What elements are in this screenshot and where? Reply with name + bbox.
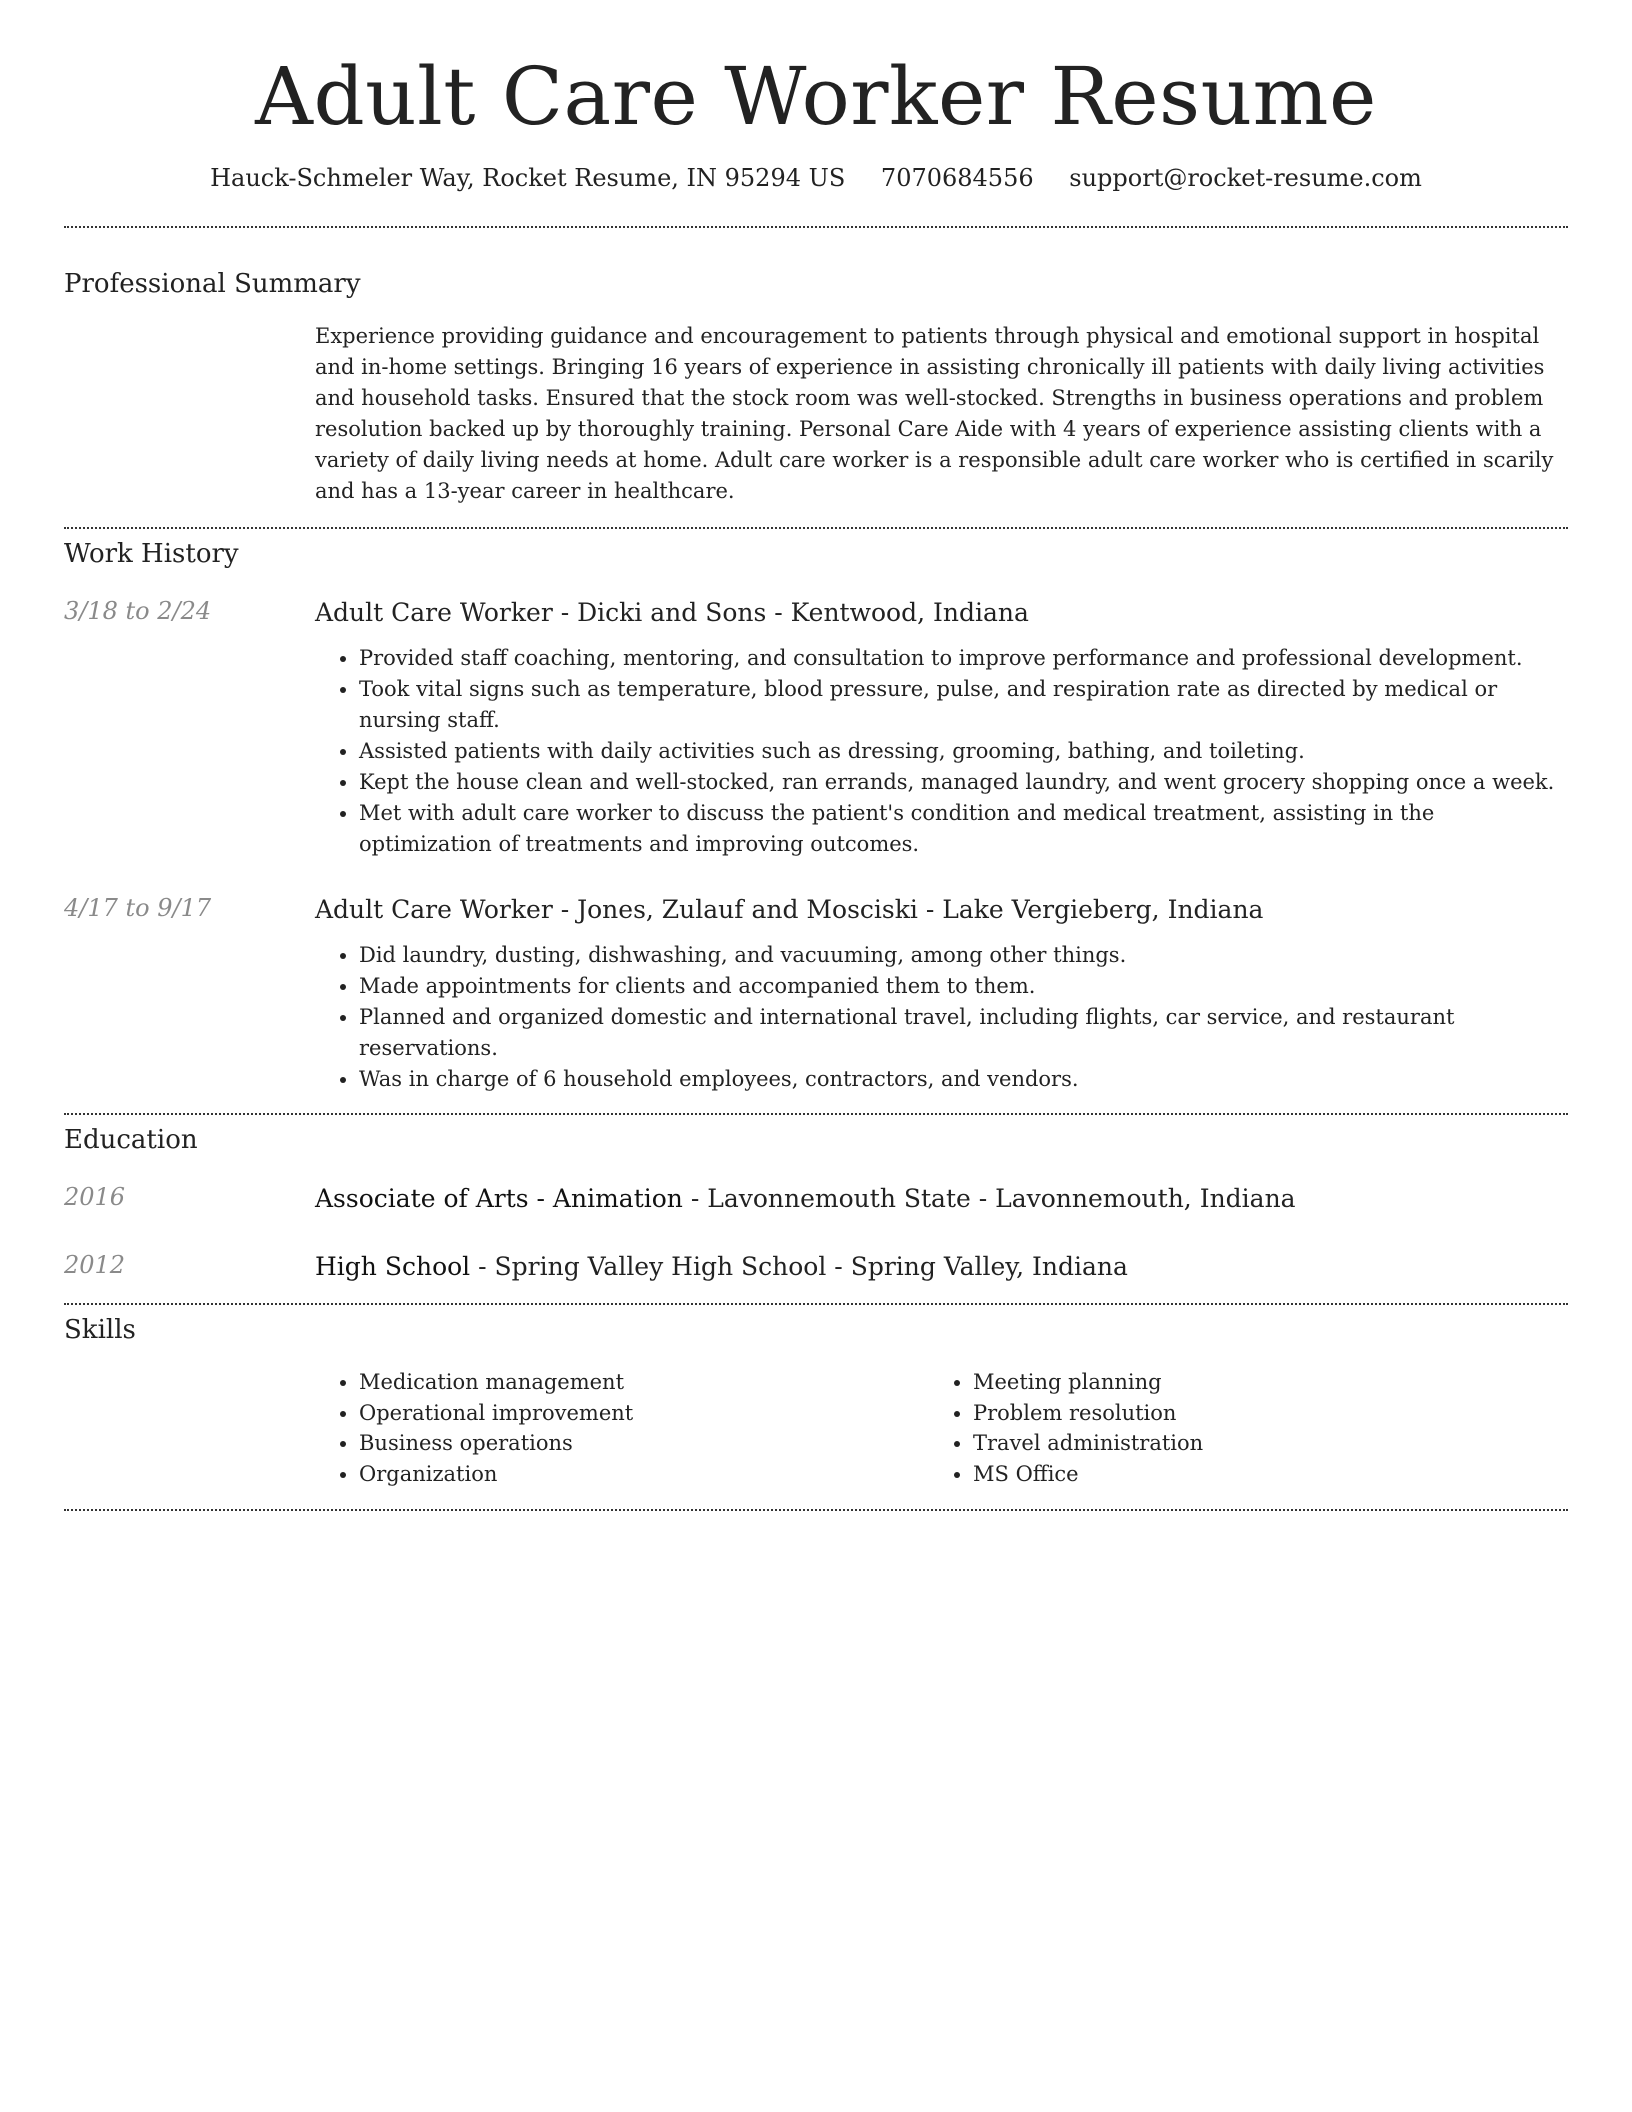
contact-line <box>64 164 1568 192</box>
job-dates: 4/17 to 9/17 <box>64 894 212 922</box>
divider <box>64 1303 1568 1305</box>
phone: 7070684556 <box>880 164 1034 192</box>
list-item: • Business operations <box>359 1428 929 1459</box>
divider <box>64 226 1568 228</box>
address: Hauck-Schmeler Way, Rocket Resume, IN 95294 US <box>210 164 846 192</box>
divider <box>64 1113 1568 1115</box>
education-school: - Spring Valley High School - Spring Valley, Indiana <box>470 1252 1128 1281</box>
list-item: • Did laundry, dusting, dishwashing, and vacuuming, among other things. <box>359 940 1568 971</box>
section-heading-skills: Skills <box>64 1315 136 1345</box>
section-heading-work: Work History <box>64 539 239 569</box>
list-item: • Provided staff coaching, mentoring, and consultation to improve performance and professional development. <box>359 643 1568 674</box>
job-title: Adult Care Worker - Jones, Zulauf and Mosciski - Lake Vergieberg, Indiana <box>315 895 1264 924</box>
list-item: • Meeting planning <box>973 1367 1543 1398</box>
list-item: • Problem resolution <box>973 1398 1543 1429</box>
list-item: • Assisted patients with daily activities such as dressing, grooming, bathing, and toileting. <box>359 736 1568 767</box>
list-item: • Kept the house clean and well-stocked, ran errands, managed laundry, and went grocery shopping once a week. <box>359 767 1568 798</box>
job-entry <box>64 894 1568 1095</box>
education-entry <box>64 1251 1568 1283</box>
section-heading-education: Education <box>64 1125 198 1155</box>
education-degree: High School <box>315 1252 471 1281</box>
page-title: Adult Care Worker Resume <box>255 50 1377 143</box>
list-item: • Made appointments for clients and accompanied them to them. <box>359 971 1568 1002</box>
education-school: - Lavonnemouth State - Lavonnemouth, Indiana <box>682 1184 1296 1213</box>
education-year: 2012 <box>64 1251 126 1279</box>
education-year: 2016 <box>64 1183 126 1211</box>
list-item: • Met with adult care worker to discuss the patient's condition and medical treatment, assisting in the optimization of treatments and improving outcomes. <box>359 798 1568 860</box>
skills-column <box>315 1367 929 1489</box>
job-entry <box>64 597 1568 860</box>
list-item: • Organization <box>359 1459 929 1490</box>
section-heading-summary: Professional Summary <box>64 269 361 299</box>
list-item: • MS Office <box>973 1459 1543 1490</box>
divider <box>64 527 1568 529</box>
education-degree: Associate of Arts - Animation <box>315 1184 683 1213</box>
divider <box>64 1509 1568 1511</box>
list-item: • Took vital signs such as temperature, blood pressure, pulse, and respiration rate as directed by medical or nursing staff. <box>359 674 1568 736</box>
education-entry <box>64 1183 1568 1215</box>
job-title: Adult Care Worker - Dicki and Sons - Kentwood, Indiana <box>315 598 1029 627</box>
list-item: • Medication management <box>359 1367 929 1398</box>
email: support@rocket-resume.com <box>1069 164 1422 192</box>
summary-text: Experience providing guidance and encouragement to patients through physical and emotional support in hospital and in-home settings. Bringing 16 years of experience in assisting chronically ill patients with daily living activities and household tasks. Ensured that the stock room was well-stocked. Strengths in business operations and problem resolution backed up by thoroughly training. Personal Care Aide with 4 years of experience assisting clients with a variety of daily living needs at home. Adult care worker is a responsible adult care worker who is certified in scarily and has a 13-year career in healthcare. <box>315 324 1554 503</box>
list-item: • Operational improvement <box>359 1398 929 1429</box>
job-dates: 3/18 to 2/24 <box>64 597 212 625</box>
list-item: • Planned and organized domestic and international travel, including flights, car service, and restaurant reservations. <box>359 1002 1568 1064</box>
list-item: • Was in charge of 6 household employees, contractors, and vendors. <box>359 1064 1568 1095</box>
job-bullets <box>315 940 1568 1095</box>
resume-page <box>64 0 1568 1511</box>
list-item: • Travel administration <box>973 1428 1543 1459</box>
skills-column <box>929 1367 1543 1489</box>
skills-list <box>315 1367 1568 1489</box>
job-bullets <box>315 643 1568 860</box>
